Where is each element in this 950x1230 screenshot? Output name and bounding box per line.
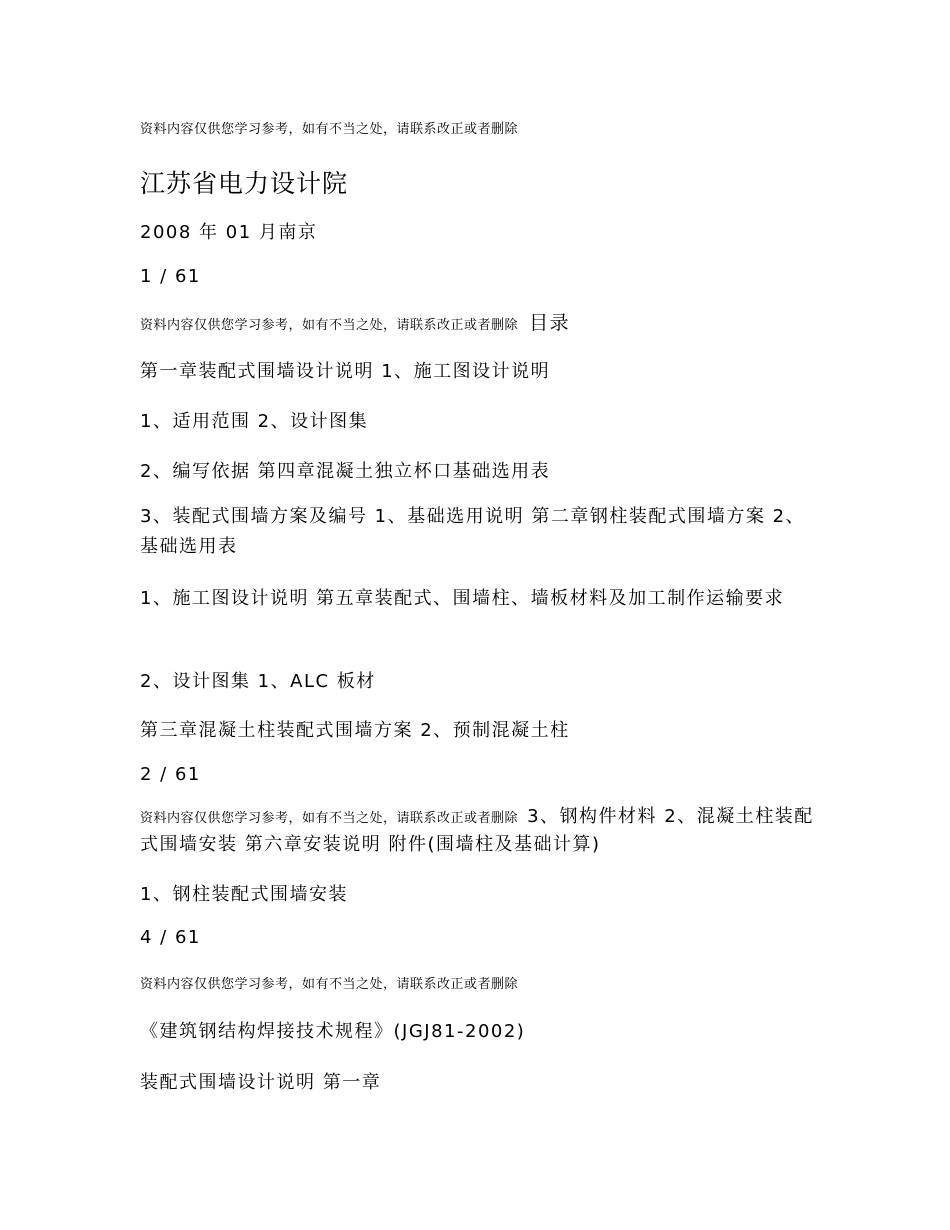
date-place-text: 2008 年 01 月南京 <box>140 222 318 243</box>
toc-line: 1、适用范围 2、设计图集 <box>140 411 369 432</box>
disclaimer-text: 资料内容仅供您学习参考，如有不当之处，请联系改正或者删除 <box>140 811 519 826</box>
disclaimer-with-toc <box>140 308 820 335</box>
toc-line: 第一章装配式围墙设计说明 1、施工图设计说明 <box>140 361 551 382</box>
institute-title: 江苏省电力设计院 <box>140 169 349 198</box>
toc-line: 2、设计图集 1、ALC 板材 <box>140 671 376 692</box>
page-number: 2 / 61 <box>140 764 201 785</box>
disclaimer-with-content <box>140 804 820 858</box>
toc-line: 1、施工图设计说明 第五章装配式、围墙柱、墙板材料及加工制作运输要求 <box>140 588 785 609</box>
toc-line: 3、钢构件材料 2、混凝土柱装配式围墙安装 第六章安装说明 附件(围墙柱及基础计算) <box>140 806 814 855</box>
section-heading: 装配式围墙设计说明 第一章 <box>140 1072 382 1093</box>
disclaimer-text: 资料内容仅供您学习参考，如有不当之处，请联系改正或者删除 <box>140 977 519 992</box>
toc-line: 3、装配式围墙方案及编号 1、基础选用说明 第二章钢柱装配式围墙方案 2、基础选用表 <box>140 506 806 557</box>
toc-line: 第三章混凝土柱装配式围墙方案 2、预制混凝土柱 <box>140 720 570 741</box>
page-number: 1 / 61 <box>140 266 201 287</box>
toc-line: 2、编写依据 第四章混凝土独立杯口基础选用表 <box>140 461 551 482</box>
disclaimer-text: 资料内容仅供您学习参考，如有不当之处，请联系改正或者删除 <box>140 318 519 333</box>
toc-title: 目录 <box>529 312 571 334</box>
reference-standard: 《建筑钢结构焊接技术规程》(JGJ81-2002) <box>140 1021 526 1042</box>
page-number: 4 / 61 <box>140 927 201 948</box>
toc-line: 1、钢柱装配式围墙安装 <box>140 884 348 905</box>
disclaimer-text: 资料内容仅供您学习参考，如有不当之处，请联系改正或者删除 <box>140 122 519 137</box>
document-page <box>140 0 820 1230</box>
